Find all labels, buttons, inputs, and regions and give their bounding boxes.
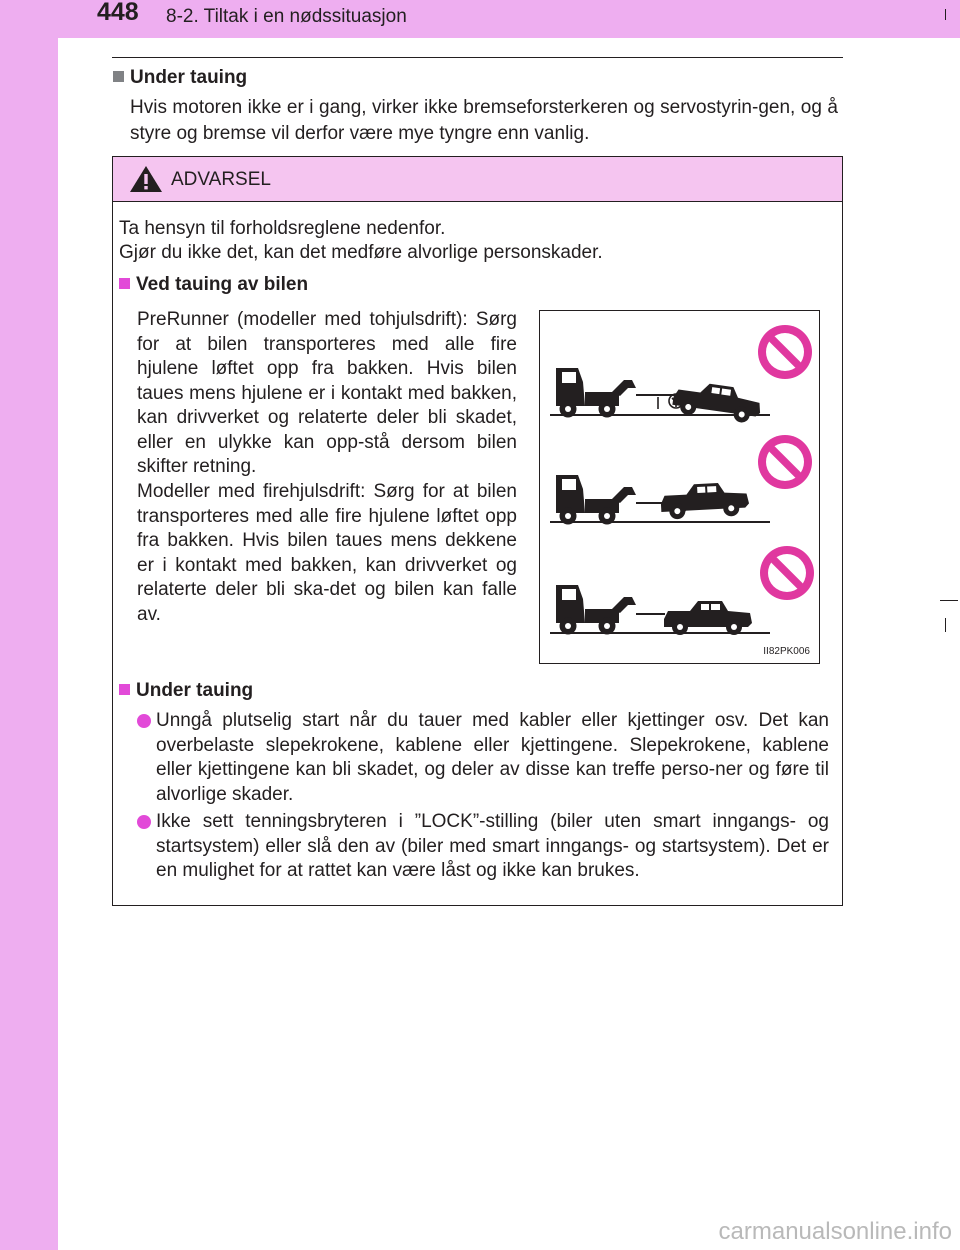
tow-truck-icon [556, 368, 636, 418]
prerunner-paragraph: PreRunner (modeller med tohjulsdrift): Sørg for at bilen transporteres med alle fire hjulene løftet opp fra bakken. Hvis bilen taues mens hjulene er i kontakt med bakken, kan drivverket og relaterte deler bli skadet, eller en ulykke kan opp-stå dersom bilen skifter retning. [137, 309, 517, 477]
pickup-icon [664, 601, 752, 635]
warning-triangle-icon [129, 165, 163, 193]
four-wheel-drive-paragraph: Modeller med firehjulsdrift: Sørg for at bilen transporteres med alle fire hjulene løftet opp fra bakken. Hvis bilen taues mens dekkene er i kontakt med bakken, kan drivverket og relaterte deler bli ska-det og bilen kan falle av. [137, 481, 517, 625]
warning-line-1: Ta hensyn til forholdsreglene nedenfor. [119, 218, 446, 239]
prohibited-icon [760, 546, 814, 600]
intro-heading: Under tauing [113, 67, 247, 89]
crop-mark [940, 600, 958, 601]
top-color-band [0, 0, 960, 38]
crop-mark [945, 9, 946, 20]
towing-illustration [540, 311, 819, 663]
section-title: 8-2. Tiltak i en nødssituasjon [166, 6, 407, 27]
bullet-dot-icon [137, 714, 151, 728]
warning-title: ADVARSEL [171, 169, 271, 190]
pickup-icon [660, 481, 750, 520]
towing-figure [539, 310, 820, 664]
warning-box [112, 156, 843, 906]
gray-square-icon [113, 71, 124, 82]
intro-text: Hvis motoren ikke er i gang, virker ikke bremseforsterkeren og servostyrin-gen, og å styre og bremse vil derfor være mye tyngre enn vanlig. [130, 97, 838, 144]
prohibited-icon [758, 435, 812, 489]
bullet-item: Ikke sett tenningsbryteren i ”LOCK”-stilling (biler uten smart inngangs- og startsystem) eller slå den av (biler med smart inngangs- og startsystem). Det er en mulighet for at rattet kan være låst og ikke kan brukes. [137, 810, 829, 884]
crop-mark [945, 618, 946, 632]
side-color-band [0, 0, 58, 1250]
header-rule [112, 57, 843, 58]
pink-square-icon [119, 278, 130, 289]
tow-truck-icon [556, 475, 636, 525]
warning-header [113, 157, 842, 202]
pink-square-icon [119, 684, 130, 695]
page-number: 448 [97, 0, 139, 26]
figure-code: II82PK006 [763, 646, 810, 657]
watermark: carmanualsonline.info [718, 1218, 952, 1245]
prohibited-icon [758, 325, 812, 379]
bullet-item: Unngå plutselig start når du tauer med kabler eller kjettinger osv. Det kan overbelaste slepekrokene, kablene eller kjettingene. Slepekrokene, kablene eller kjettingene kan bli skadet, og deler av disse kan treffe perso-ner og føre til alvorlige skader. [137, 709, 829, 807]
tow-truck-icon [556, 585, 636, 635]
bullet-dot-icon [137, 815, 151, 829]
during-towing-heading: Under tauing [119, 680, 253, 702]
warning-line-2: Gjør du ikke det, kan det medføre alvorlige personskader. [119, 242, 603, 263]
pickup-icon [671, 379, 763, 425]
towing-heading: Ved tauing av bilen [119, 274, 308, 296]
